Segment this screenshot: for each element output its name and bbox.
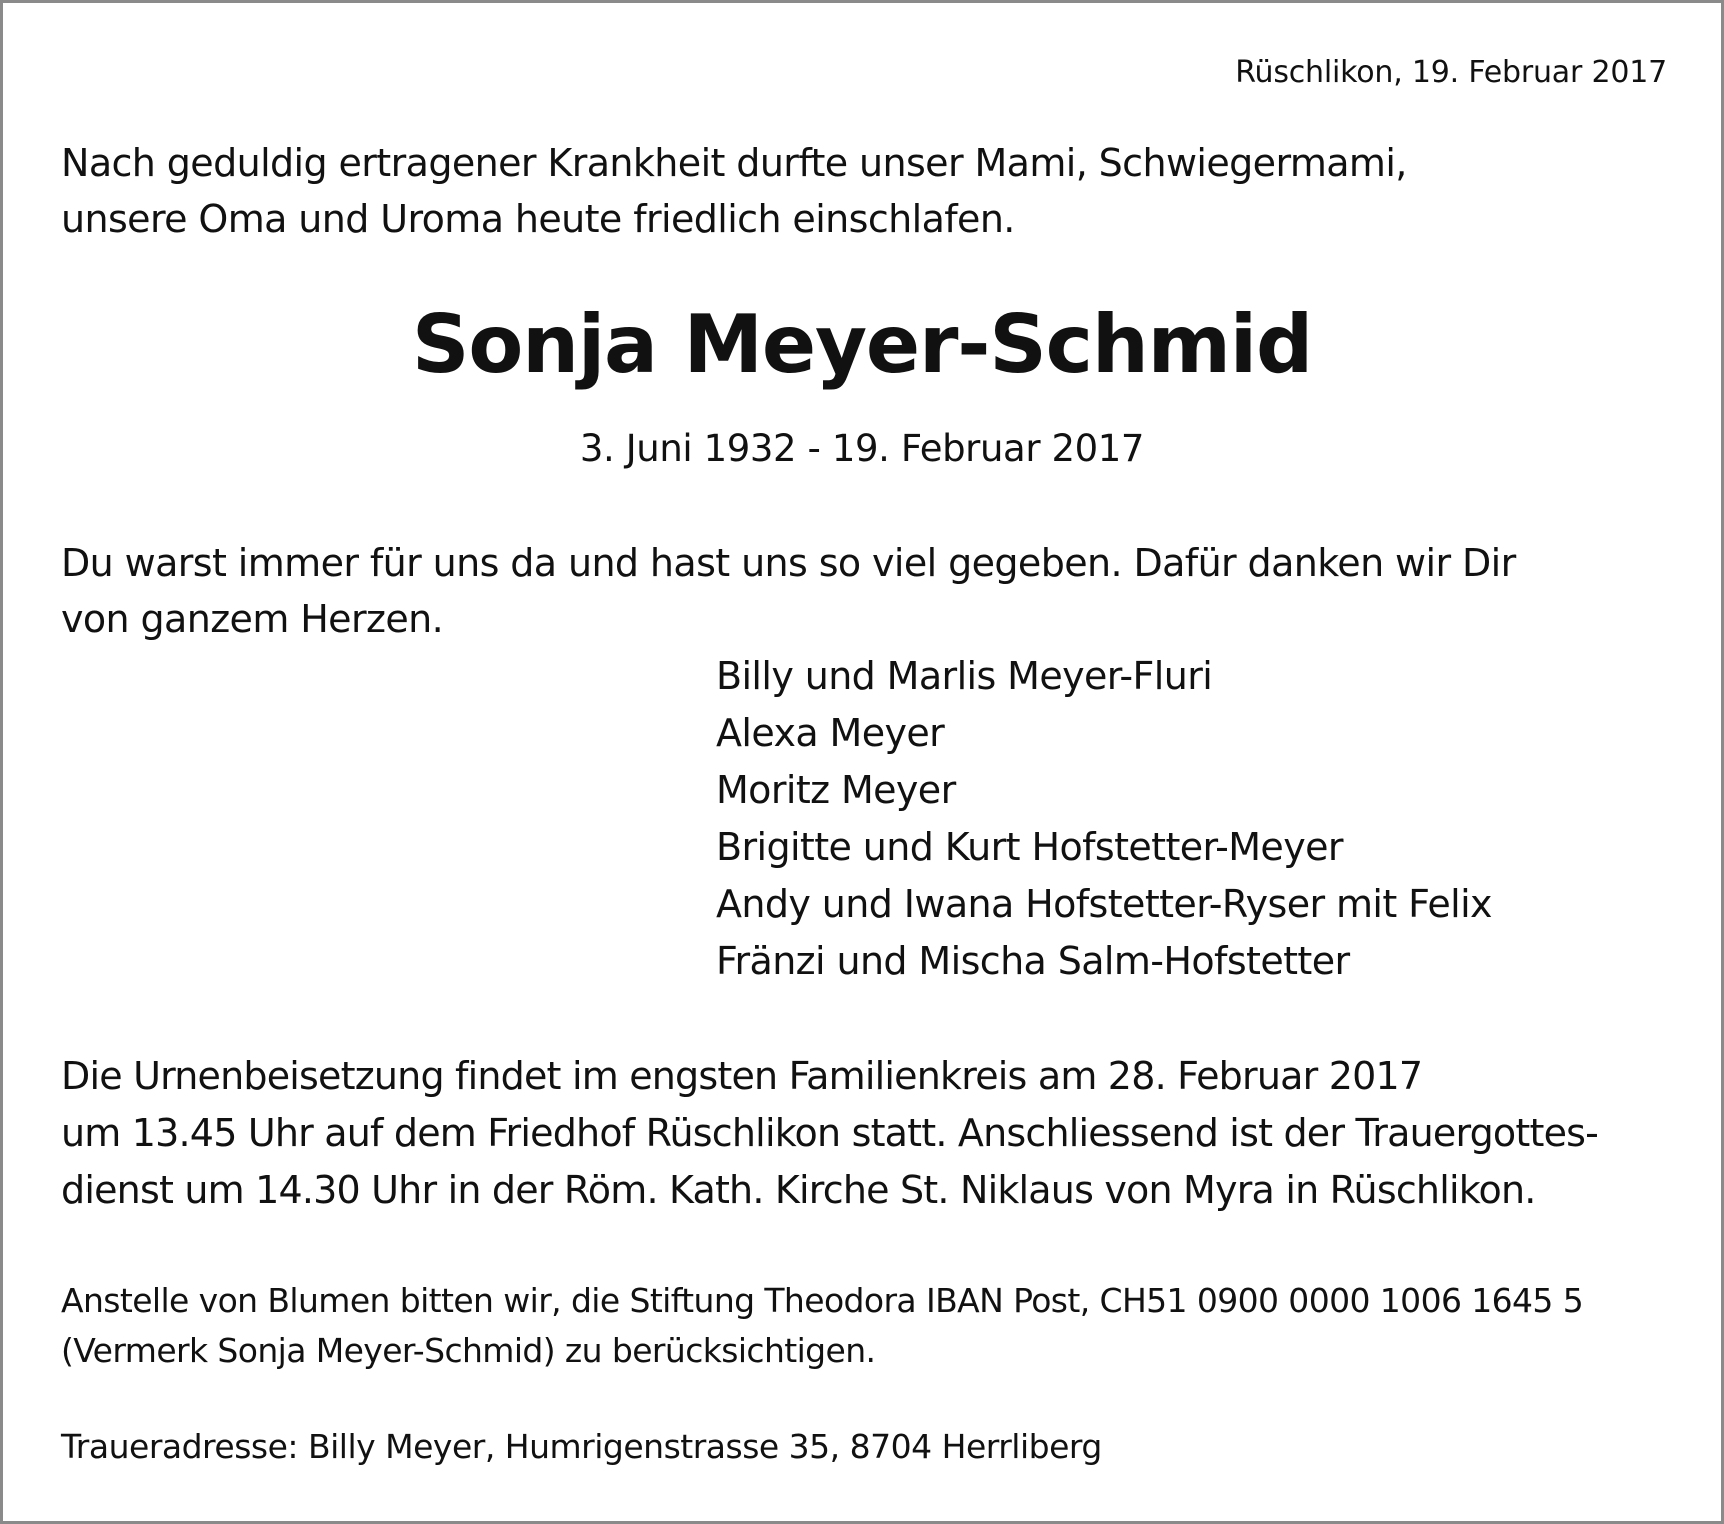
intro-line: unsere Oma und Uroma heute friedlich einschlafen. bbox=[61, 197, 1015, 241]
mourner-name: Andy und Iwana Hofstetter-Ryser mit Felix bbox=[716, 882, 1492, 926]
mourner-name: Alexa Meyer bbox=[716, 711, 945, 755]
place-date: Rüschlikon, 19. Februar 2017 bbox=[1235, 55, 1667, 90]
thanks-line: Du warst immer für uns da und hast uns so viel gegeben. Dafür danken wir Dir bbox=[61, 541, 1516, 585]
mourner-name: Fränzi und Mischa Salm-Hofstetter bbox=[716, 939, 1350, 983]
lifespan-dates: 3. Juni 1932 - 19. Februar 2017 bbox=[579, 427, 1145, 470]
mourner-name: Brigitte und Kurt Hofstetter-Meyer bbox=[716, 825, 1343, 869]
thanks-line: von ganzem Herzen. bbox=[61, 597, 444, 641]
burial-line: dienst um 14.30 Uhr in der Röm. Kath. Kirche St. Niklaus von Myra in Rüschlikon. bbox=[61, 1168, 1536, 1212]
mourner-name: Billy und Marlis Meyer-Fluri bbox=[716, 654, 1213, 698]
mourners-list bbox=[716, 648, 1492, 990]
deceased-name: Sonja Meyer-Schmid bbox=[411, 298, 1313, 391]
thanks-text bbox=[61, 535, 1516, 647]
donation-line: (Vermerk Sonja Meyer-Schmid) zu berücksichtigen. bbox=[61, 1331, 876, 1370]
burial-line: Die Urnenbeisetzung findet im engsten Familienkreis am 28. Februar 2017 bbox=[61, 1054, 1423, 1098]
mourning-address: Traueradresse: Billy Meyer, Humrigenstrasse 35, 8704 Herrliberg bbox=[61, 1427, 1102, 1466]
intro-line: Nach geduldig ertragener Krankheit durfte unser Mami, Schwiegermami, bbox=[61, 141, 1407, 185]
burial-details bbox=[61, 1048, 1598, 1219]
donation-note bbox=[61, 1276, 1583, 1376]
donation-line: Anstelle von Blumen bitten wir, die Stiftung Theodora IBAN Post, CH51 0900 0000 1006 1645 5 bbox=[61, 1281, 1584, 1320]
burial-line: um 13.45 Uhr auf dem Friedhof Rüschlikon statt. Anschliessend ist der Trauergottes- bbox=[61, 1111, 1599, 1155]
intro-text bbox=[61, 135, 1407, 247]
mourner-name: Moritz Meyer bbox=[716, 768, 956, 812]
